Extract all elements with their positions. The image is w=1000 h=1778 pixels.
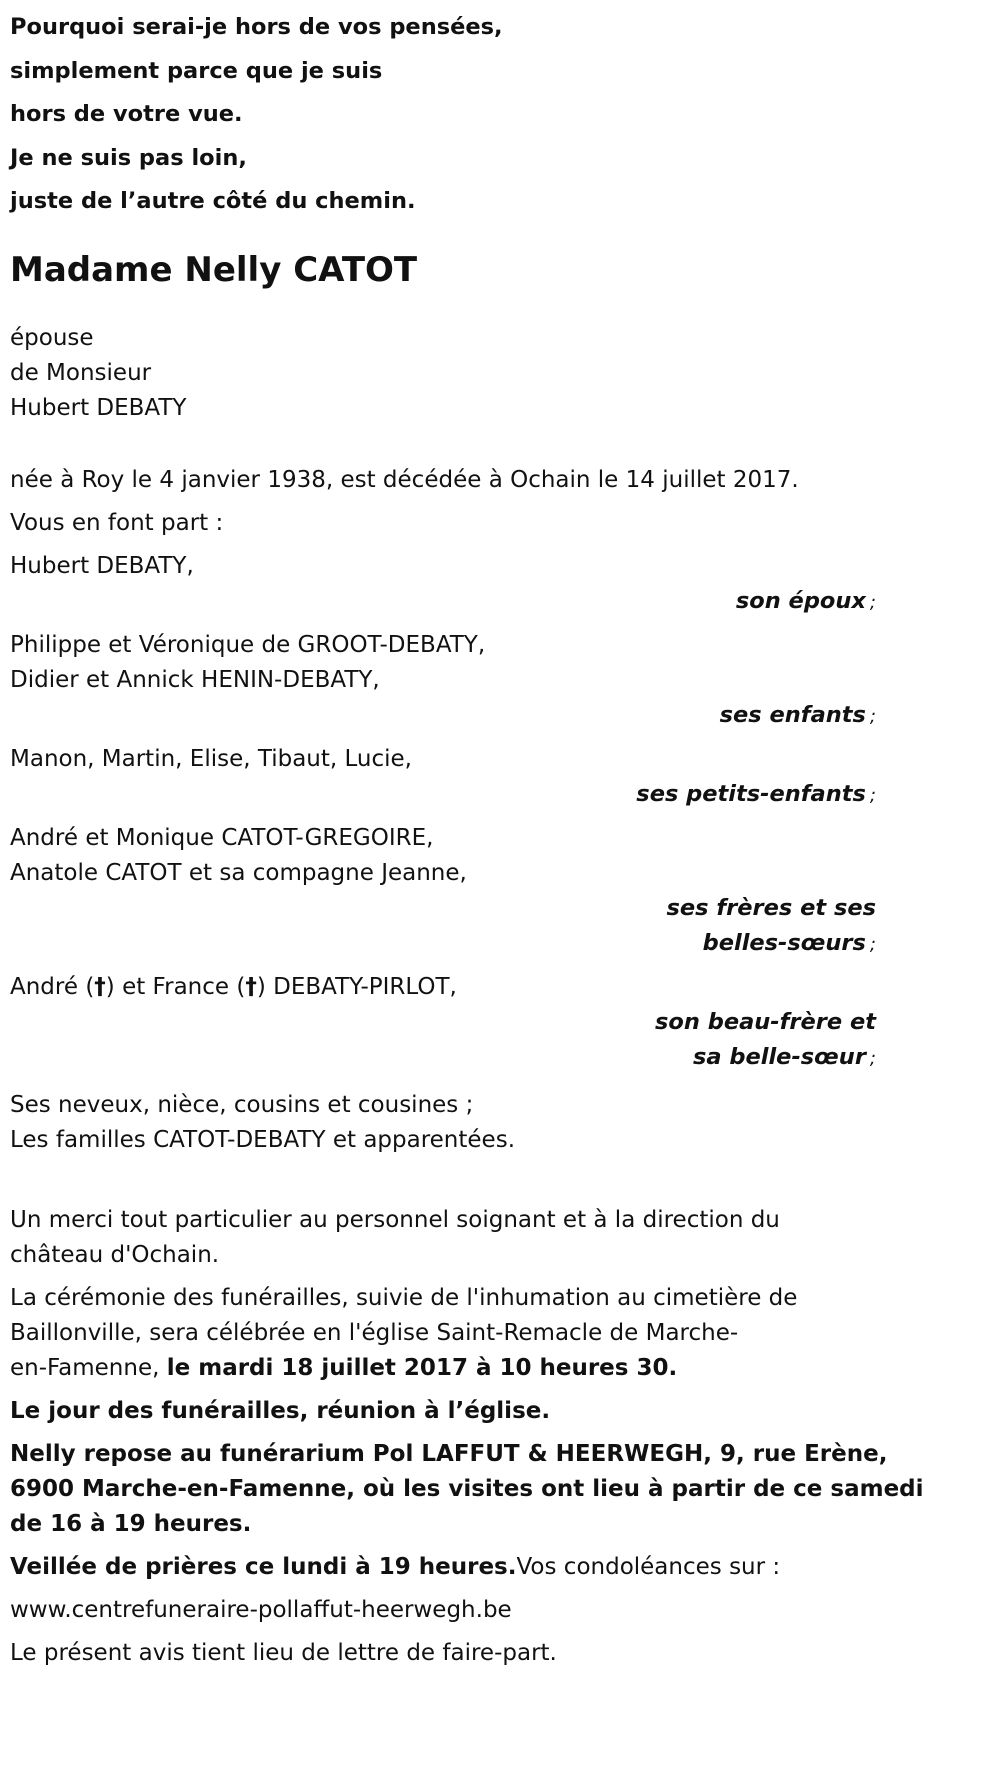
funerarium-info xyxy=(10,1437,924,1542)
extended-family-line: Les familles CATOT-DEBATY et apparentées. xyxy=(10,1126,516,1153)
family-group-siblings xyxy=(10,821,876,962)
ceremony-line: La cérémonie des funérailles, suivie de l'inhumation au cimetière de xyxy=(10,1284,798,1311)
family-names: Didier et Annick HENIN-DEBATY, xyxy=(10,666,380,693)
deceased-cross-icon: † xyxy=(245,973,257,1000)
extended-family xyxy=(10,1088,876,1158)
thanks-line: château d'Ochain. xyxy=(10,1241,220,1268)
name-part: ) DEBATY-PIRLOT, xyxy=(256,973,457,1000)
role-semicolon: ; xyxy=(869,705,876,727)
poem-line: simplement parce que je suis xyxy=(10,57,383,84)
spouse-info xyxy=(10,321,876,426)
family-group-spouse xyxy=(10,549,876,620)
vigil-info xyxy=(10,1550,876,1585)
funerarium-line: 6900 Marche-en-Famenne, où les visites ont lieu à partir de ce samedi xyxy=(10,1475,924,1502)
family-names: Anatole CATOT et sa compagne Jeanne, xyxy=(10,859,467,886)
role-text: ses enfants xyxy=(719,701,866,728)
family-group-grandchildren xyxy=(10,742,876,813)
ceremony-line: Baillonville, sera célébrée en l'église Saint-Remacle de Marche- xyxy=(10,1319,739,1346)
family-group-in-laws xyxy=(10,970,876,1076)
family-role xyxy=(10,1005,876,1076)
poem-line: Pourquoi serai-je hors de vos pensées, xyxy=(10,14,503,40)
spouse-line: épouse xyxy=(10,324,94,351)
role-semicolon: ; xyxy=(869,591,876,613)
obituary-notice xyxy=(10,6,924,1671)
role-text: ses frères et ses xyxy=(666,894,876,921)
role-text: ses petits-enfants xyxy=(636,780,866,807)
family-role xyxy=(10,698,876,734)
funerarium-line: Nelly repose au funérarium Pol LAFFUT & HEERWEGH, 9, rue Erène, xyxy=(10,1440,888,1467)
name-part: ) et France ( xyxy=(105,973,246,1000)
thanks-line: Un merci tout particulier au personnel soignant et à la direction du xyxy=(10,1206,780,1233)
meeting-info: Le jour des funérailles, réunion à l’église. xyxy=(10,1397,551,1424)
family-names xyxy=(10,970,876,1005)
closing-note: Le présent avis tient lieu de lettre de faire-part. xyxy=(10,1639,557,1666)
poem-line: juste de l’autre côté du chemin. xyxy=(10,188,416,214)
ceremony-datetime: le mardi 18 juillet 2017 à 10 heures 30. xyxy=(166,1354,678,1381)
family-names: André et Monique CATOT-GREGOIRE, xyxy=(10,824,434,851)
deceased-cross-icon: † xyxy=(94,973,106,1000)
condolences-intro: Vos condoléances sur : xyxy=(516,1553,781,1580)
role-text: son époux xyxy=(735,587,866,614)
ceremony-line xyxy=(10,1351,876,1386)
role-semicolon: ; xyxy=(869,1047,876,1069)
thanks-text xyxy=(10,1203,876,1273)
role-text: belles-sœurs xyxy=(702,929,866,956)
role-semicolon: ; xyxy=(869,784,876,806)
spouse-line: Hubert DEBATY xyxy=(10,394,187,421)
birth-death-line: née à Roy le 4 janvier 1938, est décédée à Ochain le 14 juillet 2017. xyxy=(10,466,799,493)
spouse-line: de Monsieur xyxy=(10,359,152,386)
poem-line: hors de votre vue. xyxy=(10,101,243,127)
poem xyxy=(10,6,876,224)
vigil-time: Veillée de prières ce lundi à 19 heures. xyxy=(10,1553,517,1580)
family-names: Manon, Martin, Elise, Tibaut, Lucie, xyxy=(10,745,412,772)
family-role xyxy=(10,891,876,962)
announcement-intro: Vous en font part : xyxy=(10,509,224,536)
name-part: André ( xyxy=(10,973,95,1000)
deceased-name: Madame Nelly CATOT xyxy=(10,249,418,290)
role-semicolon: ; xyxy=(869,933,876,955)
family-names: Hubert DEBATY, xyxy=(10,552,194,579)
role-text: sa belle-sœur xyxy=(692,1043,866,1070)
ceremony-place: en-Famenne, xyxy=(10,1354,167,1381)
role-text: son beau-frère et xyxy=(655,1008,876,1035)
extended-family-line: Ses neveux, nièce, cousins et cousines ; xyxy=(10,1091,474,1118)
family-names: Philippe et Véronique de GROOT-DEBATY, xyxy=(10,631,486,658)
ceremony-text xyxy=(10,1281,876,1386)
family-group-children xyxy=(10,628,876,734)
funerarium-line: de 16 à 19 heures. xyxy=(10,1510,252,1537)
family-role xyxy=(10,777,876,813)
website-link[interactable]: www.centrefuneraire-pollaffut-heerwegh.be xyxy=(10,1596,512,1623)
poem-line: Je ne suis pas loin, xyxy=(10,144,247,171)
family-role xyxy=(10,584,876,620)
